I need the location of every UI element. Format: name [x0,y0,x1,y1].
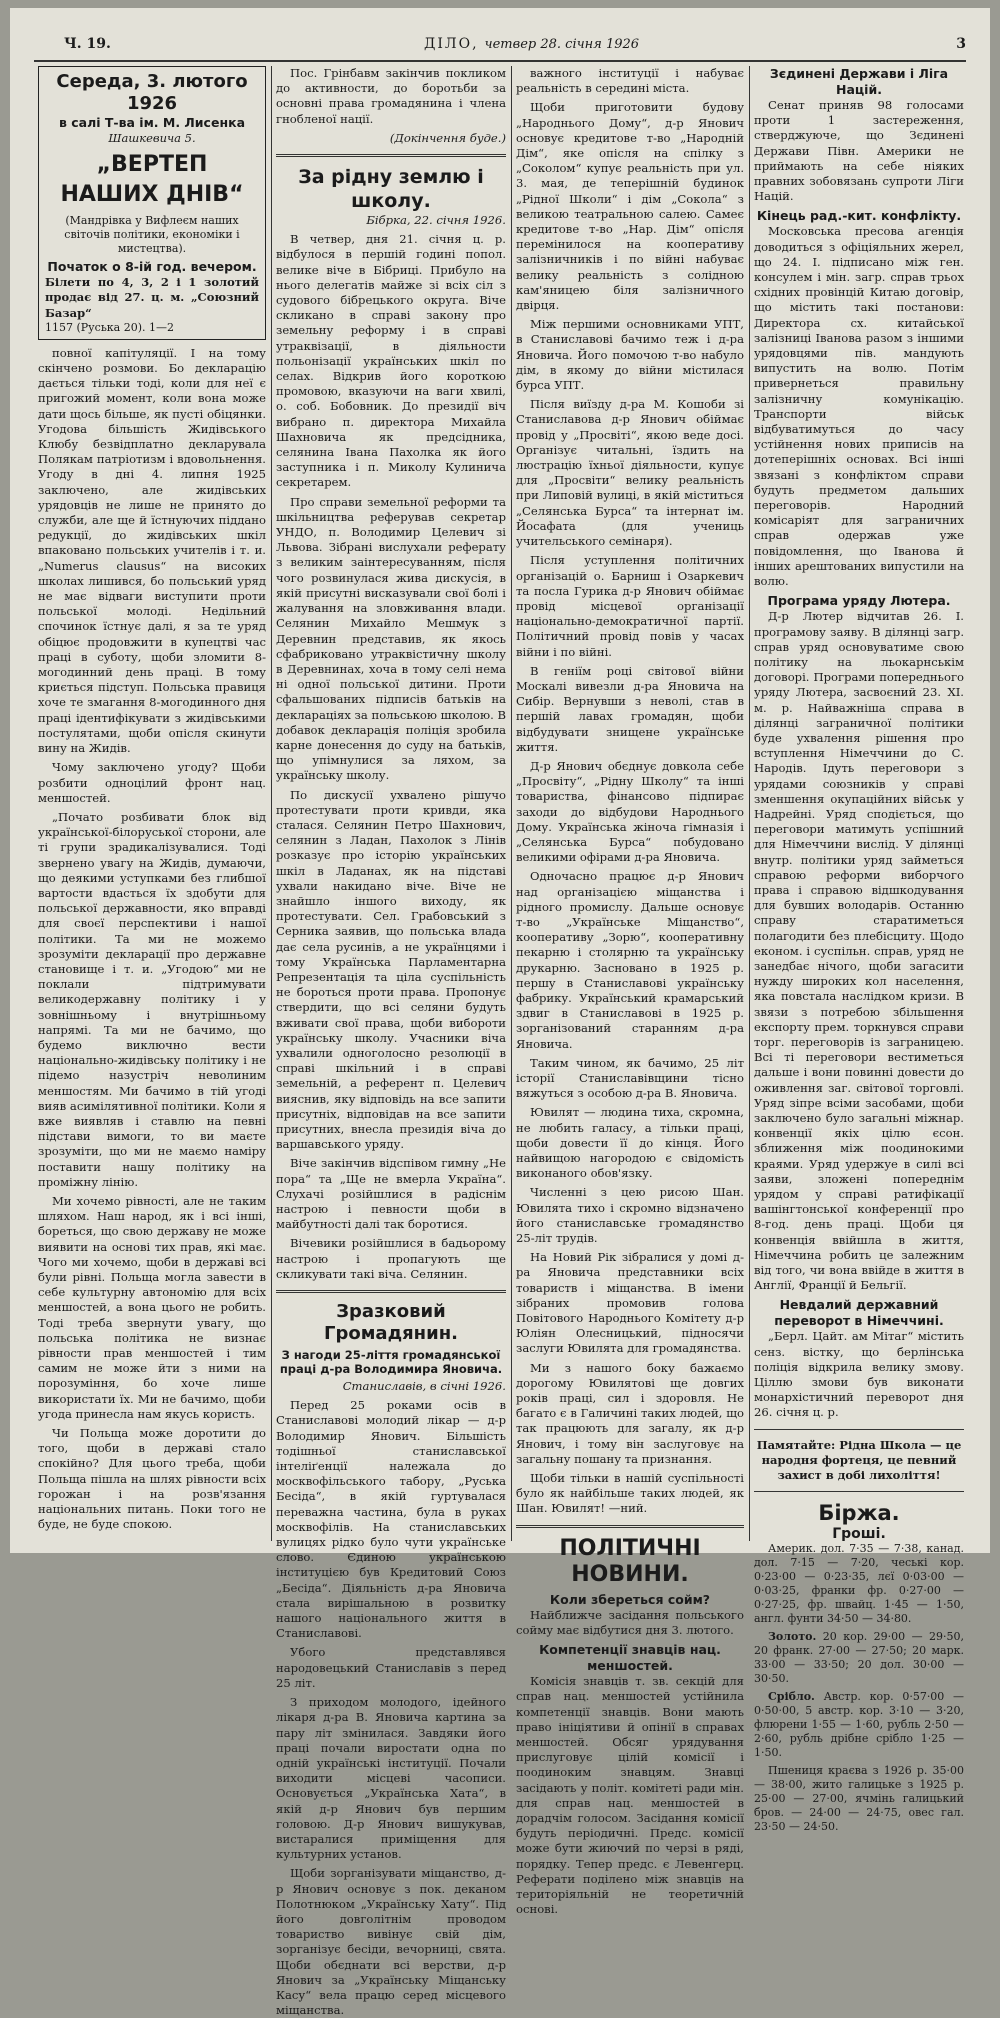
article-paragraph: Пос. Грінбавм закінчив покликом до активности, до боротьби за основні права громадянина і члена гнобленої нації. [276,66,506,126]
bourse-silver-label: Срібло. [768,1690,815,1704]
article-paragraph: Ми з нашого боку бажаємо дорогому Ювилятові ще довгих років праці, сил і здоровля. Не багато є в Галичині таких людей, що так працюють для загалу, як д-р Янович, і тому він заслуговує на загальну пошану та признання. [516,1360,744,1466]
bourse-subtitle: Гроші. [832,1526,886,1543]
news-paragraph: Московська пресова агенція доводиться з офіціяльних жерел, що 24. І. підписано між ген. консулем і мін. загр. справ трьох східних провінцій Китаю договір, що містить такі постанови: Директора сх. китайської залізниці Іванова разом з іншими урядовцями пів. мандують випустить на волю. Потім привернеться правильну залізничну комунікацію. Транспорти військ відбуватимуться до часу устійнення нових приписів на дотеперішніх основах. Всі інші звязані з конфліктом справи будуть предметом дальших переговорів. Народний комісаріят для заграничних справ одержав уже повідомлення, що Іванова й інших арештованих випустили на волю. [754,224,964,589]
ad-description: (Мандрівка у Вифлеєм наших світочів політики, економіки і мистецтва). [64,214,240,256]
ad-venue: в салі Т-ва ім. М. Лисенка [58,115,246,130]
article-paragraph: Убого представлявся народовецький Станиславів з перед 25 літ. [276,1645,506,1690]
article-paragraph: З приходом молодого, ідейного лікаря д-ра В. Яновича картина за пару літ змінилася. Завдяки його праці почали виростати одна по одній українські інституції. Почали виходити місцеві часописи. Основується „Українська Хата“, в якій д-р Янович був першим головою. Д-р Янович вишукував, вистаралися приміщення для культурних установ. [276,1695,506,1862]
article-paragraph: Чи Польща може доротити до того, щоби в державі стало спокійно? Для цього треба, щоби Польща пішла на шлях рівности всіх горожан і на розв'язання національних питань. Поки того не буде, не буде спокою. [38,1426,266,1532]
ad-tickets: Білети по 4, 3, 2 і 1 золотий продає від 27. ц. м. „Союзний Базар“ [45,275,259,320]
article-paragraph: важного інституції і набуває реальність в середині міста. [516,66,744,96]
section-divider [276,1290,506,1293]
newspaper-page [10,8,990,2018]
bourse-money: Америк. дол. 7·35 — 7·38, канад. дол. 7·15 — 7·20, чеські кор. 0·23·00 — 0·23·35, лєї 0·03·00 — 0·03·25, франки фр. 0·27·00 — 0·27·25, фр. швайц. 1·45 — 1·50, англ. фунти 34·50 — 34·80. [754,1542,964,1626]
newspaper-title [424,36,639,52]
bourse-gold-label: Золото. [768,1630,817,1644]
section-dateline: Станиславів, в січні 1926. [342,1379,506,1394]
news-paragraph: Найближче засідання польського сойму має відбутися дня 3. лютого. [516,1607,744,1637]
article-paragraph: На Новий Рік зібралися у домі д-ра Яновича представники всіх товариств і міщанства. В імени зібраних промовив голова Повітового Народнього Комітету д-р Юліян Олесницький, підносячи заслуги Ювилята для громадянства. [516,1250,744,1356]
ad-date: Середа, 3. лютого 1926 [56,71,248,114]
news-section-title: ПОЛІТИЧНІ НОВИНИ. [559,1535,701,1587]
article-paragraph: Ми хочемо рівності, але не таким шляхом. Наш народ, як і всі інші, бореться, що свою державу не може виявити на основі тих прав, які має. Чого ми хочемо, щоби в державі всі були рівні. Польща могла завести в себе культурну автономію для всіх меншостей, а вона цього не робить. Тоді треба звернути увагу, що польська політика не визнає рівности прав меншостей і тим самим не може йти з ними на порозуміння, бо хоче лише використати їх. Ми не бачимо, щоби угода принесла нам якусь користь. [38,1193,266,1421]
section-divider [516,1525,744,1528]
article-paragraph: Одночасно працює д-р Янович над організацією міщанства і рідного промислу. Дальше основує т-во „Українське Міщанство“, кооперативу „Зорю“, кооперативну пекарню і столярню та українську друкарню. Засновано в 1925 р. першу в Станиславові українську фабрику. Український крамарський здвиг в Станиславові в 1925 р. зорганізований старанням д-ра Яновича. [516,869,744,1051]
bourse-silver: Австр. кор. 0·57·00 — 0·50·00, 5 австр. кор. 3·10 — 3·20, флюрени 1·55 — 1·60, рубль 2·50 — 2·60, рубль дрібне срібло 1·25 — 1·50. [754,1690,964,1760]
column-2 [276,66,507,2018]
article-paragraph: Численні з цею рисою Шан. Ювилята тихо і скромно відзначено його станиславське громадянство 25-літ трудів. [516,1185,744,1246]
article-paragraph: Чому заключено угоду? Щоби розбити одноцілий фронт нац. меншостей. [38,760,266,805]
article-paragraph: Таким чином, як бачимо, 25 літ історії Станиславівщини тісно вяжуться з особою д-ра В. Яновича. [516,1055,744,1101]
masthead [34,30,966,56]
newspaper-name: ДІЛО, [424,36,479,52]
article-paragraph: Щоби приготовити будову „Народнього Дому“, д-р Янович основує кредитове т-во „Народній Дім“, яке опісля на спілку з „Соколом“ купує реальність при ул. 3. мая, де теперішній будинок „Рідної Школи“ і дім „Сокола“ з великою театральною салею. Самеє кредитове т-во „Нар. Дім“ опісля перемінилося на кооперативу залізничників і по війні набуває велику реальність з солідною кам'яницею біля залізничного двірця. [516,100,744,313]
page-number: 3 [956,36,966,52]
article-paragraph: Після виїзду д-ра М. Кошоби зі Станиславова д-р Янович обіймає провід у „Просвіті“, якою веде досі. Організує читальні, їздить на люстрацію їхньої діяльности, купує для „Просвіти“ велику реальність при Липовій вулиці, в якій міститься „Селянська Бурса“ та інтернат ім. Йосафата (для учениць учительського семінаря). [516,397,744,549]
issue-date: четвер 28. січня 1926 [484,37,640,52]
column-separator [511,66,512,1541]
column-3 [516,66,744,1917]
article-paragraph: По дискусії ухвалено рішучо протестувати проти кривди, яка сталася. Селянин Петро Шахнович, селянин з Ладан, Пахолок з Лінів розказує про історію українських шкіл в Ладанах, як на підставі ухвали накидано віче. Віче не знайшло іншого виходу, як протестувати. Сел. Грабовський з Серника заявив, що польська влада дає села русинів, а не українцями і тому Українська Парламентарна Репрезентація та ціла суспільність не бороться проти права. Пропонує ствердити, що всі селяни будуть вживати свої права, щоби вибороти українську школу. Учасники віча ухвалили одноголосно резолюції в справі шкільний і в справі земельній, а референт п. Целевич вияснив, яку відповідь на все запити присутніх, відповідав на все запити присутних, внесла президія віча до варшавського уряду. [276,787,506,1152]
article-paragraph: Між першими основниками УПТ, в Станиславові бачимо теж і д-ра Яновича. Його помочою т-во набуло дім, в якому до війни містилася бурса УПТ. [516,317,744,393]
news-headline: Компетенції знавців нац. меншостей. [539,1642,721,1674]
article-paragraph: Перед 25 роками осів в Станиславові молодий лікар — д-р Володимир Янович. Більшість тодішньої станиславської інтеліґенції належала до москвофільського табору, „Руська Бесіда“, в якій гуртувалася переважна частина, була в руках москвофілів. На станиславських вулицях рідко було чути українське слово. Єдиною українською інституцією був Кредитовий Союз „Бесіда“. Діяльність д-ра Яновича стала вирішальною в розвитку нашого національного життя в Станиславові. [276,1398,506,1641]
article-paragraph: Про справи земельної реформи та шкільництва реферував секретар УНДО, п. Володимир Целевич зі Львова. Зібрані вислухали реферату з великим заінтересуванням, після чого розвинулася жива дискусія, в якій присутні висказували свої болі і жалування на зловживання влади. Селянин Михайло Мешмук з Деревнин представив, як якось сфабриковано утраквістичну школу в Деревнинах, хоча в тому селі нема ні одної польської дитини. Проти сфальшованих підписів батьків на деклараціях за польською школою. В добавок декларація поліція зробила карне донесення до суду на батьків, що упімнулися за ляхом, за українську школу. [276,494,507,783]
section-divider [276,154,506,157]
column-separator [749,66,750,1541]
article-paragraph: Вічевики розійшлися в бадьорому настрою і пропагують ще скликувати такі віча. Селянин. [276,1236,506,1281]
bourse-grain: Пшениця краєва з 1926 р. 35·00 — 38·00, жито галицьке з 1925 р. 25·00 — 27·00, ячмінь галицький бров. — 24·00 — 24·75, овес гал. 23·50 — 24·50. [754,1764,964,1834]
article-paragraph: В четвер, дня 21. січня ц. р. відбулося в першій годині попол. велике віче в Бібриці. Прибуло на нього делегатів майже зі всіх сіл з судового бібрецького округа. Віче скликано в справі закону про земельну реформу і в справі утраквізації, в діяльности польонізації українських шкіл по селах. Відкрив його короткою промовою, вказуючи на ваги хвилі, о. соб. Бобовник. До президії віч вибрано п. директора Михайла Шахновича як предсідника, селянина Івана Пахолка як його заступника і п. Миколу Кулинича секретарем. [276,232,506,490]
continuation-note: (Докінчення буде.) [389,130,506,145]
article-paragraph: повної капітуляції. І на тому скінчено розмови. Бо декларацію дається тільки тоді, коли для неї є пригожий момент, коли вона може дати щось більше, як пусті обіцянки. Угодова більшість Жидівського Клюбу безвідплатно декларувала Полякам патріотизм і вдовольнення. Угоду в дні 4. липня 1925 заключено, але жидівських урядовців не лише не принято до служби, але ще й їстнуючих піддано редукції, до жидівських шкіл впаковано польських учителів і т. и. „Numerus clausus“ на високих школах лишився, бо польський уряд не має відваги виступити проти польської молоді. Недільний спочинок їстнує далі, я за те уряд обіцює продовжити в купецтві час праці в суботу, щоби зломити 8-могодинний день праці. В тому криється підступ. Польська правиця хоче те змагання 8-могодинного дня праці ідентифікувати з жидівськими постулятами, щоби опісля скинути вину на Жидів. [38,345,266,756]
news-headline: Кінець рад.-кит. конфлікту. [756,208,962,224]
article-paragraph: В геніїм році світової війни Москалі вивезли д-ра Яновича на Сибір. Вернувши з неволі, став в першій лавах громадян, щоби відбудувати знищене українське життя. [516,663,744,754]
issue-number: Ч. 19. [64,36,111,52]
article-paragraph: Ювилят — людина тиха, скромна, не любить галасу, а тільки праці, щоби довести її до кінця. Його найвищою нагородою є свідомість виконаного обов'язку. [516,1105,744,1181]
section-divider [754,1491,964,1492]
section-dateline: Бібрка, 22. січня 1926. [366,213,506,228]
section-title: Зразковий Громадянин. [324,1301,458,1345]
column-1 [38,66,266,1543]
news-headline: Невдалий державний переворот в Німеччині. [774,1297,944,1329]
ad-start-time: Початок о 8-ій год. вечером. [47,259,257,275]
news-paragraph: „Берл. Цайт. ам Мітаг“ містить сенз. вістку, що берлінська поліція відкрила велику змову. Ціллю змови був виконати монархістичний переворот дня 26. січня ц. р. [754,1329,964,1420]
ad-address: Шашкевича 5. [108,131,196,145]
ad-title: „ВЕРТЕП НАШИХ ДНІВ“ [60,152,244,208]
masthead-rule [34,60,966,62]
news-paragraph: Комісія знавців т. зв. секцій для справ нац. меншостей устійнила компетенції знавців. Вони мають право ініціятиви й опінії в справах меншостей. Обсяг урядування прислуговує цілій комісії і поодиноким знавцям. Знавці засідають у політ. комітеті ради мін. для справ нац. меншостей в дорадчім голосом. Засідання комісії будуть періодичні. Предс. комісії може бути жиючий по черзі в ряді, порядку. Тепер предс. є Левенгерц. Реферати поділено між знавців на територіяльній не теоретичній основі. [516,1674,744,1917]
bourse-gold: 20 кор. 29·00 — 29·50, 20 франк. 27·00 — 27·50; 20 марк. 33·00 — 33·50; 20 дол. 30·00 — 30·50. [754,1630,965,1686]
bourse-title: Біржа. [818,1501,900,1526]
article-paragraph: „Почато розбивати блок від української-білоруської сторони, але ті групи зрадикалізувалися. Тоді звернено увагу на Жидів, думаючи, що деякими уступками без глибшої вартости вдасться їх здобути для польської державности, яко вправді для своєї перспективи і нашої політики. Та ми не можемо зрозуміти декларації про державне становище і т. и. „Угодою“ ми не поклали підтримувати великодержавну політику і у зовнішньому і внутрішньому напрямі. Та ми не бачимо, що будемо виключно вести національно-жидівську політику і не підемо назустріч неволиним меншостям. Ми бачимо в тій угоді вияв асимілятивної політики. Коли я вже виявляв і ставлю на певні підстави вимоги, то ви маєте зрозуміти, що ми не маємо наміру поставити нашу політику на проміжну лінію. [38,809,266,1189]
ad-reference: 1157 (Руська 20). 1—2 [45,320,175,334]
article-paragraph: Щоби зорганізувати міщанство, д-р Янович основує з пок. деканом Полотнюком „Українську Хату“. Під його довголітнім проводом товариство вивінує свій дім, зорганізує бесіди, вечорниці, свята. Щоби обєднати всі верстви, д-р Янович за „Українську Міщанську Касу“ вела працю серед місцевого міщанства. [276,1866,506,2018]
news-headline: Програма уряду Лютера. [767,593,951,609]
section-subtitle: З нагоди 25-ліття громадянської праці д-ра Володимира Яновича. [279,1348,503,1377]
article-paragraph: Щоби тільки в нашій суспільності було як найбільше таких людей, як Шан. Ювилят! —ний. [516,1471,744,1516]
section-title: За рідну землю і школу. [298,166,484,213]
news-headline: Коли збереться сойм? [549,1591,711,1607]
section-divider [754,1429,964,1430]
event-advertisement [38,66,266,340]
school-notice: Памятайте: Рідна Школа — це народня фортеця, це певний захист в добі лихоліття! [756,1437,962,1483]
article-paragraph: Після уступлення політичних організацій о. Барниш і Озаркевич та посла Гурика д-р Янович обіймає провід місцевої організації національно-демократичної партії. Політичний провід повів у часах війни і по війні. [516,553,744,659]
news-paragraph: Сенат приняв 98 голосами проти 1 застереження, стверджуюче, що Зєдинені Держави Півн. Америки не приймають на себе ніяких правних зобовязань супроти Ліги Націй. [754,98,964,204]
article-paragraph: Д-р Янович обєднує довкола себе „Просвіту“, „Рідну Школу“ та інші товариства, фінансово підпирає заходи до відбудови Народнього Дому. Українська жіноча гімназія і „Селянська Бурса“ побудовано великими офірами д-ра Яновича. [516,758,744,865]
column-separator [271,66,272,1541]
article-paragraph: Віче закінчив відспівом гимну „Не пора“ та „Ще не вмерла Україна“. Слухачі розійшлися в радіснім настрою і певности щоби в майбутності далі так боротися. [276,1156,506,1232]
column-4 [754,66,965,1834]
news-paragraph: Д-р Лютер відчитав 26. І. програмову заяву. В ділянці загр. справ уряд основуватиме свою політику на льокарнськім договорі. Програми попереднього уряду Лютера, засвоєний 23. ХІ. м. р. Найважніша справа в ділянці заграничної політики буде ухвалення рішення про вступлення Німеччини до С. Народів. Ідуть переговори з урядами союзників у справі зменшення окупаційних військ у Надрейні. Уряд сподіється, що переговори матимуть успішний для Німеччини вислід. У ділянці внутр. політики уряд займеться справою реформи виборчого права і справою відшкодування для бувших володарів. Останню справу старатиметься полагодити без плебісциту. Щодо економ. і суспільн. справ, уряд не занедбає нічого, щоби загасити нужду широких кол населення, яка повстала наслідком кризи. В звязи з потребою збільшення експорту прем. торкнувся справи торг. переговорів із заграницею. Всі ті переговори вестиметься дальше і вони повинні довести до оживлення заг. світової торговлі. Уряд зіпре всіми засобами, щоби заключено було загальні міжнар. конвенції якіх цілю єсон. зближення між поодинокими краями. Уряд удержуе в силі всі заяви, зложені попереднім урядом у справі ратифікації вашінгтонської конференції про 8-год. день праці. Щоби ця конвенція ввійшла в життя, Німеччина робить це залежним від того, чи вона ввійде в життя в Англії, Франції й Бельгії. [754,609,964,1293]
news-headline: Зєдинені Держави і Ліга Націй. [769,66,949,97]
